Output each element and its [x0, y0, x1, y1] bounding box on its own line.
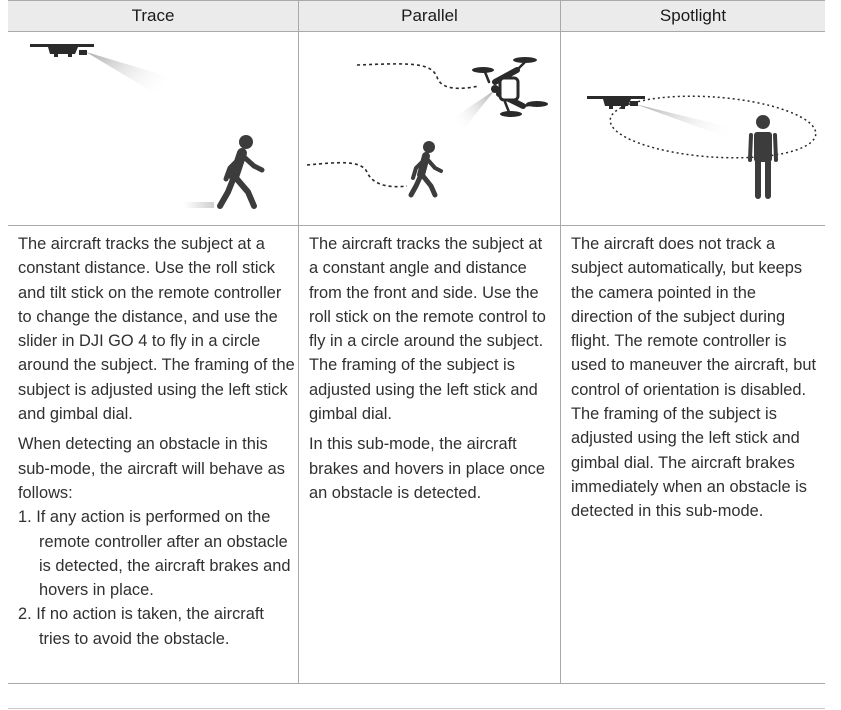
parallel-obstacle-note: In this sub-mode, the aircraft brakes and hovers in place once an obstacle is detected.	[309, 435, 545, 502]
trace-obstacle-list	[18, 505, 296, 651]
page-footer-rule	[8, 708, 825, 709]
drone-icon	[587, 96, 645, 109]
walking-person-icon	[411, 141, 441, 195]
list-item: 2. If no action is taken, the aircraft tries to avoid the obstacle.	[18, 605, 264, 648]
trace-obstacle-intro: When detecting an obstacle in this sub-mode, the aircraft will behave as follows:	[18, 435, 285, 502]
table-top-rule	[8, 0, 825, 1]
spotlight-description	[571, 232, 821, 524]
column-header-parallel: Parallel	[401, 6, 458, 25]
drone-icon	[30, 44, 94, 57]
trace-illustration	[8, 32, 298, 224]
parallel-description	[309, 232, 555, 505]
drone-icon	[472, 57, 548, 117]
table-bottom-rule	[8, 683, 825, 684]
walking-person-icon	[220, 135, 262, 206]
parallel-illustration	[299, 32, 560, 224]
trace-paragraph: The aircraft tracks the subject at a constant distance. Use the roll stick and tilt stick on the remote controller to change the distance, and use the slider in DJI GO 4 to fly in a circle around the subject. The framing of the subject is adjusted using the left stick and gimbal dial.	[18, 235, 295, 424]
column-header-spotlight: Spotlight	[659, 6, 727, 25]
trace-description	[18, 232, 296, 651]
table-header-row	[8, 0, 825, 31]
flight-modes-table	[8, 0, 825, 684]
column-header-trace: Trace	[131, 6, 175, 25]
illustration-bottom-rule	[8, 225, 825, 226]
spotlight-illustration	[561, 32, 825, 224]
parallel-paragraph: The aircraft tracks the subject at a constant angle and distance from the front and side. Use the roll stick on the remote control to fly in a circle around the subject. The framing of the subject is adjusted using the left stick and gimbal dial.	[309, 235, 546, 424]
list-item: 1. If any action is performed on the remote controller after an obstacle is detected, the aircraft brakes and hovers in place.	[18, 508, 291, 600]
spotlight-paragraph: The aircraft does not track a subject automatically, but keeps the camera pointed in the direction of the subject during flight. The remote controller is used to maneuver the aircraft, but control of orientation is disabled. The framing of the subject is adjusted using the left stick and gimbal dial. The aircraft brakes immediately when an obstacle is detected in this sub-mode.	[571, 235, 817, 521]
